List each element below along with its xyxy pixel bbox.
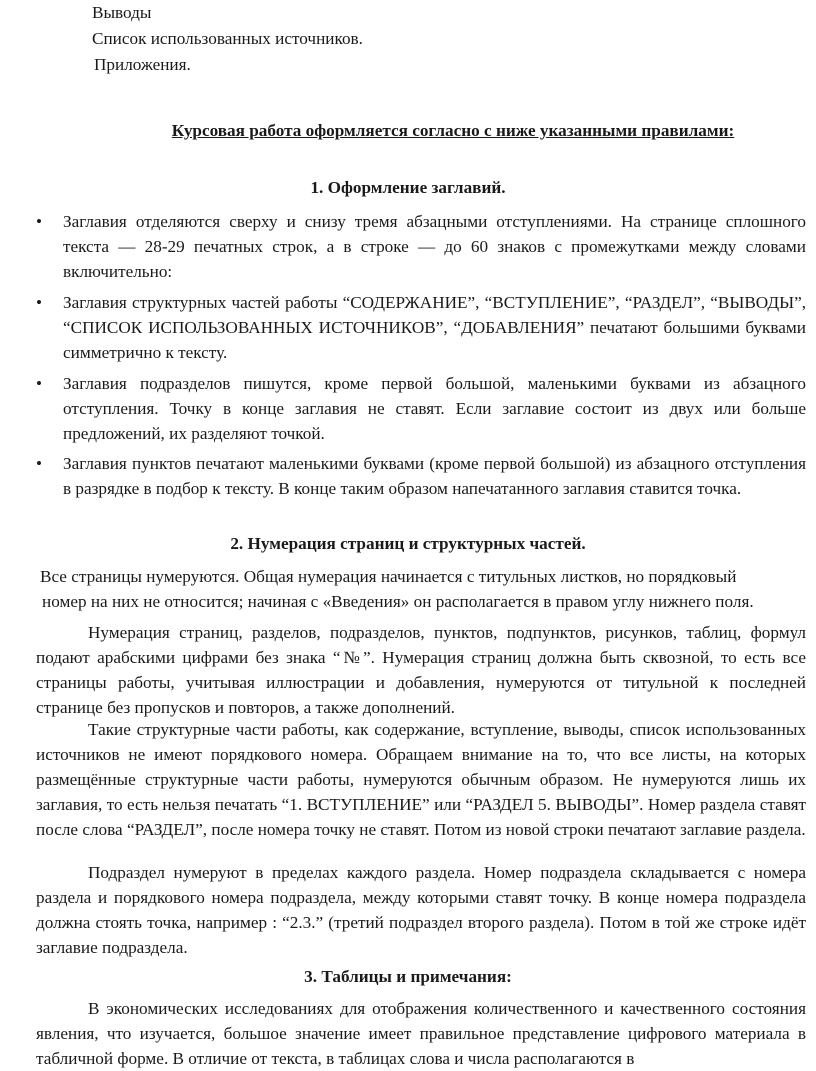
bullet-icon: •	[36, 454, 43, 473]
section-2-paragraph-2: Такие структурные части работы, как содержание, вступление, выводы, список использованных источников не имеют порядкового номера. Обращаем внимание на то, что все листы, на которых размещённые структурные части работы, нумеруются обычным образом. Не нумеруются лишь их заглавия, то есть нельзя печатать “1. ВСТУПЛЕНИЕ” или “РАЗДЕЛ 5. ВЫВОДЫ”. Номер раздела ставят после слова “РАЗДЕЛ”, после номера точку не ставят. Потом из новой строки печатают заглавие раздела.	[36, 720, 806, 839]
bullet-text: Заглавия подразделов пишутся, кроме первой большой, маленькими буквами из абзацного отступления. Точку в конце заглавия не ставят. Если заглавие состоит из двух или больше предложений, их разделяют точкой.	[63, 374, 806, 443]
toc-item-sources: Список использованных источников.	[92, 29, 363, 48]
bullet-text: Заглавия структурных частей работы “СОДЕРЖАНИЕ”, “ВСТУПЛЕНИЕ”, “РАЗДЕЛ”, “ВЫВОДЫ”, “СПИСОК ИСПОЛЬЗОВАННЫХ ИСТОЧНИКОВ”, “ДОБАВЛЕНИЯ” печатают большими буквами симметрично к тексту.	[63, 293, 806, 362]
section-1-bullet-3	[36, 371, 806, 446]
bullet-text: Заглавия отделяются сверху и снизу тремя абзацными отступлениями. На странице сплошного текста — 28-29 печатных строк, а в строке — до 60 знаков с промежутками между словами включительно:	[63, 212, 806, 281]
section-3-paragraph: В экономических исследованиях для отображения количественного и качественного состояния явления, что изучается, большое значение имеет правильное представление цифрового материала в табличной форме. В отличие от текста, в таблицах слова и числа располагаются в	[36, 999, 806, 1068]
section-2-intro-line-1: Все страницы нумеруются. Общая нумерация начинается с титульных листков, но порядковый	[40, 567, 737, 586]
bullet-text: Заглавия пунктов печатают маленькими буквами (кроме первой большой) из абзацного отступления в разрядке в подбор к тексту. В конце таким образом напечатанного заглавия ставится точка.	[63, 454, 806, 498]
section-3-title: 3. Таблицы и примечания:	[304, 967, 512, 986]
section-1-title: 1. Оформление заглавий.	[310, 178, 506, 197]
toc-item-conclusions: Выводы	[92, 3, 152, 22]
bullet-icon: •	[36, 212, 43, 231]
section-2-paragraph-3: Подраздел нумеруют в пределах каждого раздела. Номер подраздела складывается с номера раздела и порядкового номера подраздела, между которыми ставят точку. В конце номера подраздела должна стоять точка, например : “2.3.” (третий подраздел второго раздела). Потом в той же строке идёт заглавие подраздела.	[36, 863, 806, 957]
toc-item-appendices: Приложения.	[94, 55, 191, 74]
main-heading: Курсовая работа оформляется согласно с ниже указанными правилами:	[171, 121, 735, 140]
section-1-bullet-4	[36, 451, 806, 526]
bullet-icon: •	[36, 293, 43, 312]
section-1-bullet-2	[36, 290, 806, 365]
section-2-paragraph-1: Нумерация страниц, разделов, подразделов, пунктов, подпунктов, рисунков, таблиц, формул подают арабскими цифрами без знака “№”. Нумерация страниц должна быть сквозной, то есть все страницы работы, учитывая иллюстрации и добавления, нумеруются от титульной к последней странице без пропусков и повторов, а также дополнений.	[36, 623, 806, 717]
bullet-icon: •	[36, 374, 43, 393]
section-2-title: 2. Нумерация страниц и структурных частей.	[230, 534, 586, 553]
section-1-bullet-1	[36, 209, 806, 284]
section-2-intro-line-2: номер на них не относится; начиная с «Введения» он располагается в правом углу нижнего поля.	[42, 592, 754, 611]
